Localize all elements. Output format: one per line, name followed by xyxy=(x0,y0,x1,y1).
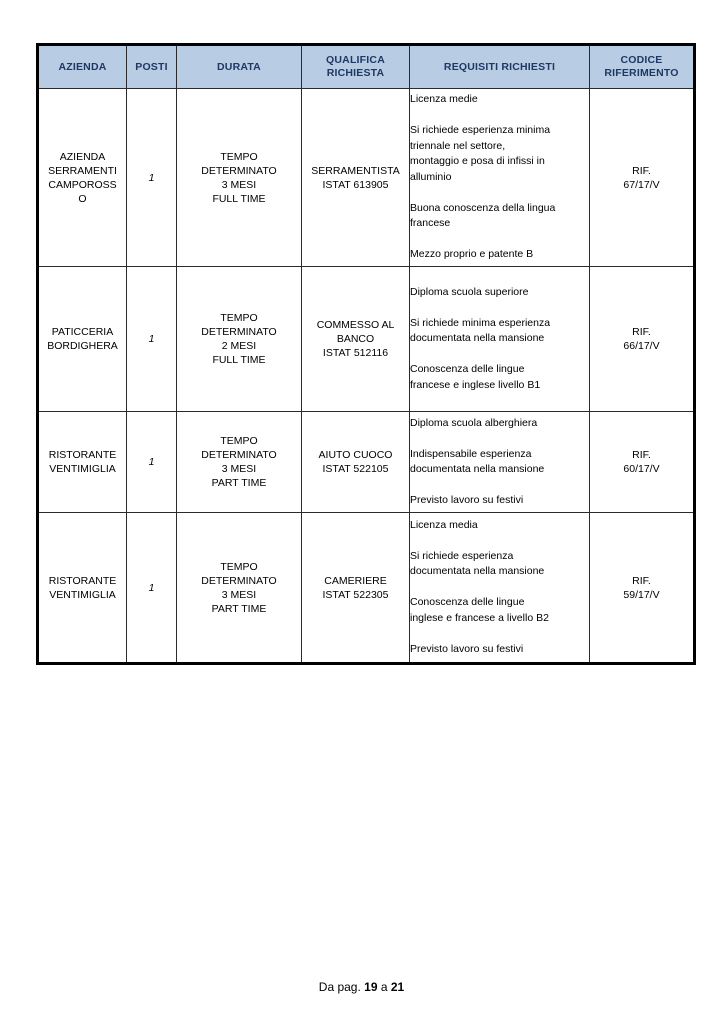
cell-posti: 1 xyxy=(127,267,177,412)
column-header-codice-line1: CODICE xyxy=(620,54,663,66)
cell-qualifica xyxy=(302,412,410,513)
azienda-line: CAMPOROSS xyxy=(48,178,117,191)
table-row xyxy=(38,267,695,412)
durata-line: DETERMINATO xyxy=(201,574,277,587)
cell-codice xyxy=(590,412,695,513)
job-listings-table-container xyxy=(36,43,693,665)
requisiti-spacer xyxy=(410,300,589,316)
requisiti-spacer xyxy=(410,626,589,642)
requisiti-line: Diploma scuola alberghiera xyxy=(410,416,538,429)
qualifica-line: SERRAMENTISTA xyxy=(311,164,400,177)
column-header-requisiti xyxy=(410,45,590,89)
requisiti-spacer xyxy=(410,580,589,596)
requisiti-line: Si richiede minima esperienza xyxy=(410,316,551,329)
cell-requisiti xyxy=(410,267,590,412)
azienda-line: VENTIMIGLIA xyxy=(49,463,116,475)
cell-codice xyxy=(590,89,695,267)
cell-codice xyxy=(590,267,695,412)
column-header-requisiti-label: REQUISITI RICHIESTI xyxy=(443,60,556,73)
requisiti-spacer xyxy=(410,533,589,549)
qualifica-line: AIUTO CUOCO xyxy=(318,449,393,461)
footer-middle: a xyxy=(377,980,391,994)
azienda-line: VENTIMIGLIA xyxy=(49,588,116,601)
table-row xyxy=(38,89,695,267)
column-header-azienda xyxy=(38,45,127,89)
durata-line: DETERMINATO xyxy=(201,326,277,338)
requisiti-spacer xyxy=(410,347,589,363)
requisiti-line: Diploma scuola superiore xyxy=(410,285,529,298)
cell-durata xyxy=(177,513,302,664)
azienda-line: PATICCERIA xyxy=(51,326,114,338)
azienda-line: BORDIGHERA xyxy=(47,340,118,352)
requisiti-line: Indispensabile esperienza xyxy=(410,447,532,460)
codice-line: 60/17/V xyxy=(623,463,660,475)
qualifica-line: ISTAT 512116 xyxy=(322,347,389,359)
table-header-row xyxy=(38,45,695,89)
requisiti-line: Previsto lavoro su festivi xyxy=(410,494,524,506)
requisiti-line: francese xyxy=(410,217,451,230)
requisiti-spacer xyxy=(410,185,589,201)
durata-line: FULL TIME xyxy=(212,192,266,205)
requisiti-spacer xyxy=(410,232,589,248)
cell-qualifica xyxy=(302,267,410,412)
column-header-qualifica-line2: RICHIESTA xyxy=(326,67,385,79)
requisiti-line: francese e inglese livello B1 xyxy=(410,378,541,391)
cell-qualifica xyxy=(302,513,410,664)
durata-line: TEMPO xyxy=(220,150,258,163)
cell-requisiti xyxy=(410,513,590,664)
codice-line: RIF. xyxy=(632,326,651,338)
cell-posti: 1 xyxy=(127,89,177,267)
requisiti-line: Licenza medie xyxy=(410,93,478,106)
codice-line: 59/17/V xyxy=(623,588,660,601)
cell-codice xyxy=(590,513,695,664)
column-header-azienda-label: AZIENDA xyxy=(58,60,107,73)
requisiti-line: documentata nella mansione xyxy=(410,332,545,345)
azienda-line: SERRAMENTI xyxy=(48,164,117,177)
column-header-qualifica xyxy=(302,45,410,89)
durata-line: 3 MESI xyxy=(221,178,257,191)
durata-line: PART TIME xyxy=(211,602,267,615)
cell-azienda xyxy=(38,89,127,267)
cell-azienda xyxy=(38,513,127,664)
job-listings-table xyxy=(36,43,696,665)
requisiti-line: Conoscenza delle lingue xyxy=(410,596,525,609)
cell-azienda xyxy=(38,267,127,412)
table-body xyxy=(38,89,695,664)
requisiti-line: documentata nella mansione xyxy=(410,463,545,475)
durata-line: 3 MESI xyxy=(221,463,257,475)
table-row xyxy=(38,513,695,664)
column-header-posti xyxy=(127,45,177,89)
codice-line: RIF. xyxy=(632,164,651,177)
durata-line: 3 MESI xyxy=(221,588,257,601)
column-header-posti-label: POSTI xyxy=(135,60,168,73)
durata-line: DETERMINATO xyxy=(201,449,277,461)
requisiti-line: Si richiede esperienza xyxy=(410,549,514,562)
cell-requisiti xyxy=(410,412,590,513)
requisiti-line: Previsto lavoro su festivi xyxy=(410,642,524,655)
cell-durata xyxy=(177,89,302,267)
footer-page-to: 21 xyxy=(390,980,405,994)
column-header-durata-label: DURATA xyxy=(217,60,261,73)
cell-durata xyxy=(177,412,302,513)
azienda-line: RISTORANTE xyxy=(48,449,117,461)
qualifica-line: ISTAT 522105 xyxy=(322,463,389,475)
cell-azienda xyxy=(38,412,127,513)
codice-line: 66/17/V xyxy=(623,340,660,352)
durata-line: PART TIME xyxy=(211,477,267,489)
durata-line: TEMPO xyxy=(220,560,258,573)
cell-posti: 1 xyxy=(127,412,177,513)
requisiti-spacer xyxy=(410,108,589,124)
requisiti-line: documentata nella mansione xyxy=(410,565,545,578)
cell-requisiti xyxy=(410,89,590,267)
durata-line: TEMPO xyxy=(220,435,258,447)
codice-line: RIF. xyxy=(632,574,651,587)
requisiti-spacer xyxy=(410,478,589,494)
durata-line: FULL TIME xyxy=(212,354,266,366)
column-header-durata xyxy=(177,45,302,89)
cell-posti: 1 xyxy=(127,513,177,664)
requisiti-line: montaggio e posa di infissi in xyxy=(410,155,545,168)
durata-line: TEMPO xyxy=(220,312,258,324)
requisiti-line: triennale nel settore, xyxy=(410,139,506,152)
qualifica-line: ISTAT 613905 xyxy=(322,178,389,191)
page-footer xyxy=(0,980,723,994)
durata-line: DETERMINATO xyxy=(201,164,277,177)
requisiti-line: Licenza media xyxy=(410,518,478,531)
table-row xyxy=(38,412,695,513)
column-header-codice-line2: RIFERIMENTO xyxy=(604,67,679,79)
qualifica-line: COMMESSO AL xyxy=(316,319,395,331)
requisiti-line: Si richiede esperienza minima xyxy=(410,124,551,137)
durata-line: 2 MESI xyxy=(221,340,257,352)
requisiti-line: Buona conoscenza della lingua xyxy=(410,201,556,214)
cell-qualifica xyxy=(302,89,410,267)
requisiti-line: Conoscenza delle lingue xyxy=(410,363,525,376)
qualifica-line: BANCO xyxy=(336,333,375,345)
cell-durata xyxy=(177,267,302,412)
codice-line: RIF. xyxy=(632,449,651,461)
requisiti-line: Mezzo proprio e patente B xyxy=(410,248,534,261)
column-header-codice xyxy=(590,45,695,89)
column-header-qualifica-line1: QUALIFICA xyxy=(326,54,385,66)
azienda-line: O xyxy=(78,192,87,205)
requisiti-line: inglese e francese a livello B2 xyxy=(410,611,549,624)
requisiti-spacer xyxy=(410,431,589,447)
codice-line: 67/17/V xyxy=(623,178,660,191)
qualifica-line: CAMERIERE xyxy=(324,574,387,587)
qualifica-line: ISTAT 522305 xyxy=(322,588,389,601)
azienda-line: RISTORANTE xyxy=(48,574,117,587)
requisiti-line: alluminio xyxy=(410,170,452,183)
azienda-line: AZIENDA xyxy=(59,150,106,163)
footer-prefix: Da pag. xyxy=(318,980,365,994)
footer-page-from: 19 xyxy=(364,980,378,994)
